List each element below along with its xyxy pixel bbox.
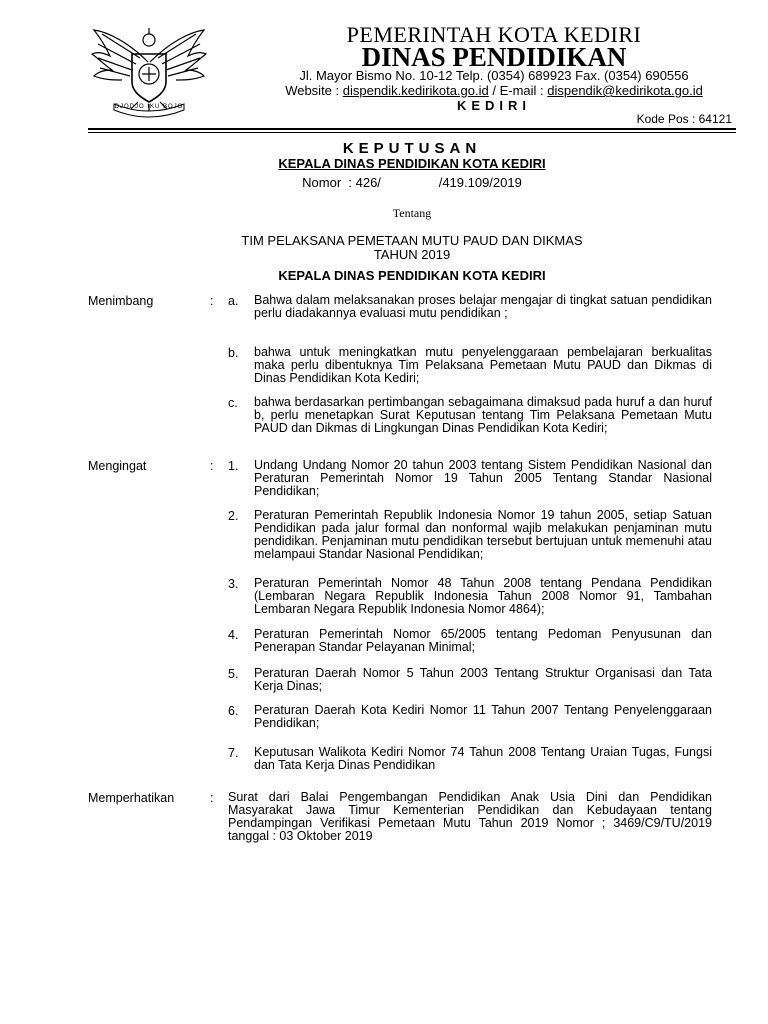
menimbang-label: Menimbang: [88, 294, 154, 308]
mengingat-marker-4: 4.: [228, 628, 239, 642]
memperhatikan-text: Surat dari Balai Pengembangan Pendidikan Anak Usia Dini dan Pendidikan Masyarakat Jawa Timur Kementerian Pendidikan dan Kebudayaan tentang Pendampingan Verifikasi Pemetaan Mutu Tahun 2019 Nomor ; 3469/C9/TU/2019 tanggal : 03 Oktober 2019: [228, 790, 712, 843]
city-name: KEDIRI: [456, 98, 532, 113]
subject-line-2: TAHUN 2019: [373, 247, 451, 262]
website-link[interactable]: dispendik.kedirikota.go.id: [342, 83, 489, 98]
mengingat-marker-3: 3.: [228, 577, 239, 591]
mengingat-item-1: Undang Undang Nomor 20 tahun 2003 tentang Sistem Pendidikan Nasional dan Peraturan Pemerintah Nomor 19 Tahun 2005 Tentang Standar Nasional Pendidikan;: [254, 458, 712, 498]
mengingat-label: Mengingat: [88, 459, 147, 473]
memperhatikan-colon: :: [210, 791, 214, 805]
issuing-authority: KEPALA DINAS PENDIDIKAN KOTA KEDIRI: [278, 156, 546, 171]
mengingat-item-4: Peraturan Pemerintah Nomor 65/2005 tentang Pedoman Penyusunan dan Penerapan Standar Pelayanan Minimal;: [254, 627, 712, 654]
email-label: / E-mail :: [488, 83, 548, 98]
menimbang-marker-b: b.: [228, 346, 239, 360]
memperhatikan-label: Memperhatikan: [88, 791, 175, 805]
address: Jl. Mayor Bismo No. 10-12 Telp. (0354) 689923 Fax. (0354) 690556: [299, 68, 689, 83]
mengingat-marker-7: 7.: [228, 746, 239, 760]
government-name: PEMERINTAH KOTA KEDIRI: [346, 22, 642, 47]
subject-line-1: TIM PELAKSANA PEMETAAN MUTU PAUD DAN DIKMAS: [241, 233, 583, 248]
mengingat-item-3: Peraturan Pemerintah Nomor 48 Tahun 2008 tentang Pendana Pendidikan (Lembaran Negara Republik Indonesia Tahun 2008 Nomor 91, Tambahan Lembaran Negara Republik Indonesia Nomor 4864);: [254, 576, 712, 616]
menimbang-item-c: bahwa berdasarkan pertimbangan sebagaimana dimaksud pada huruf a dan huruf b, perlu menetapkan Surat Keputusan tentang Tim Pelaksana Pemetaan Mutu PAUD dan Dikmas di Lingkungan Dinas Pendidikan Kota Kediri;: [254, 395, 712, 435]
mengingat-item-7: Keputusan Walikota Kediri Nomor 74 Tahun 2008 Tentang Uraian Tugas, Fungsi dan Tata Kerja Dinas Pendidikan: [254, 745, 712, 772]
letterhead-rule-thick: [88, 128, 736, 130]
mengingat-marker-6: 6.: [228, 704, 239, 718]
mengingat-marker-2: 2.: [228, 509, 239, 523]
letterhead-rule-thin: [88, 132, 736, 133]
menimbang-marker-a: a.: [228, 294, 239, 308]
about-label: Tentang: [392, 206, 432, 220]
emblem-motto: DJODJO IKU BOJO: [114, 104, 184, 110]
mengingat-colon: :: [210, 459, 214, 473]
mengingat-item-6: Peraturan Daerah Kota Kediri Nomor 11 Tahun 2007 Tentang Penyelenggaraan Pendidikan;: [254, 703, 712, 730]
issuing-authority-2: KEPALA DINAS PENDIDIKAN KOTA KEDIRI: [278, 268, 546, 283]
mengingat-item-2: Peraturan Pemerintah Republik Indonesia Nomor 19 tahun 2005, setiap Satuan Pendidikan pada jalur formal dan nonformal wajib melakukan penjaminan mutu pendidikan. Penjaminan mutu pendidikan tersebut bertujuan untuk memenuhi atau melampaui Standar Nasional Pendidikan;: [254, 508, 712, 561]
postal-code: Kode Pos : 64121: [636, 112, 732, 126]
mengingat-marker-1: 1.: [228, 459, 239, 473]
menimbang-colon: :: [210, 294, 214, 308]
decree-number: Nomor : 426/ /419.109/2019: [302, 175, 522, 190]
menimbang-item-b: bahwa untuk meningkatkan mutu penyelenggaraan pembelajaran berkualitas maka perlu dibentuknya Tim Pelaksana Pemetaan Mutu PAUD dan Dikmas di Dinas Pendidikan Kota Kediri;: [254, 345, 712, 385]
department-name: DINAS PENDIDIKAN: [361, 42, 627, 72]
menimbang-item-a: Bahwa dalam melaksanakan proses belajar mengajar di tingkat satuan pendidikan perlu diadakannya evaluasi mutu pendidikan ;: [254, 293, 712, 320]
website-label: Website :: [285, 83, 343, 98]
menimbang-marker-c: c.: [228, 396, 238, 410]
mengingat-item-5: Peraturan Daerah Nomor 5 Tahun 2003 Tentang Struktur Organisasi dan Tata Kerja Dinas;: [254, 666, 712, 693]
document-title: KEPUTUSAN: [342, 140, 482, 157]
email-link[interactable]: dispendik@kedirikota.go.id: [547, 83, 703, 98]
mengingat-marker-5: 5.: [228, 667, 239, 681]
contact-line: [220, 83, 768, 98]
